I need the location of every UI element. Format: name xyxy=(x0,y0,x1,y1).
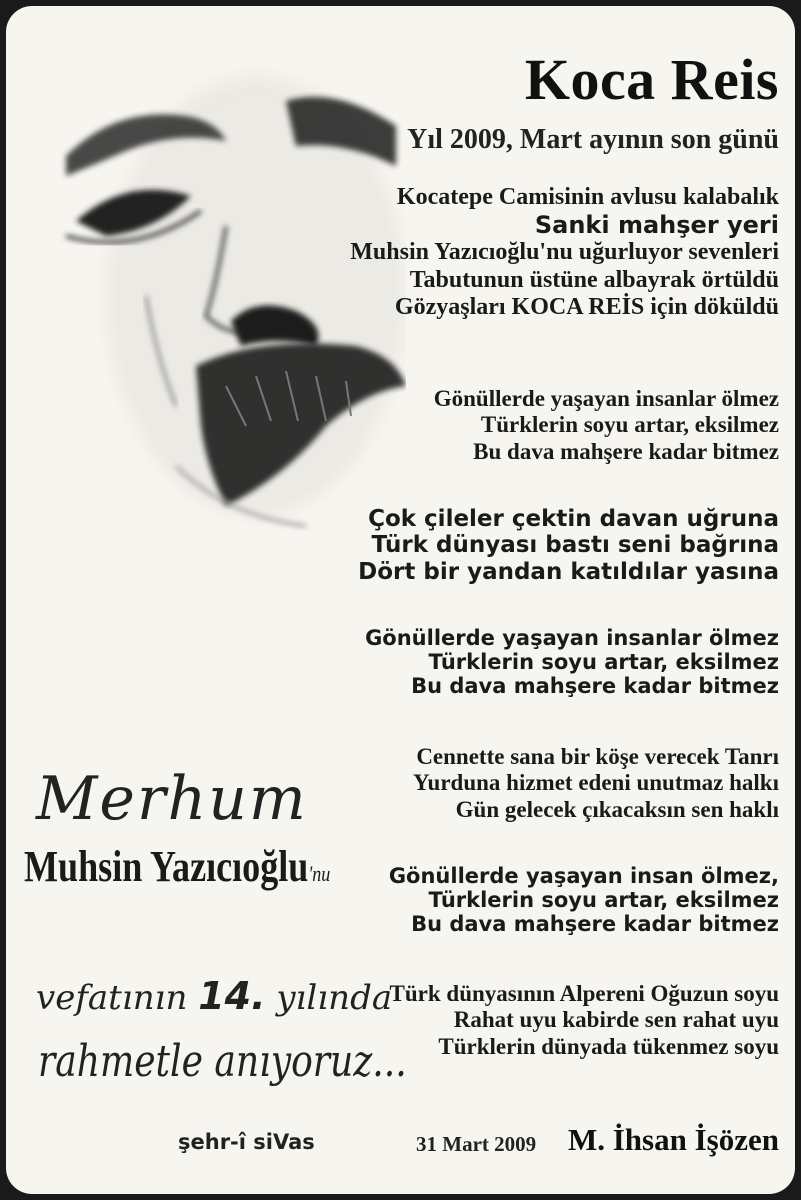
verse-line: Türklerin soyu artar, eksilmez xyxy=(428,888,779,913)
verse-line: Bu dava mahşere kadar bitmez xyxy=(411,912,779,937)
stanza-3 xyxy=(358,506,779,585)
verse-line: Gönüllerde yaşayan insanlar ölmez xyxy=(433,386,779,411)
portrait-sketch xyxy=(26,46,406,546)
poem-author: M. İhsan İşözen xyxy=(567,1122,779,1157)
verse-line: Cennette sana bir köşe verecek Tanrı xyxy=(416,744,779,769)
anniversary-number: 14. xyxy=(198,974,266,1018)
verse-line: Türk dünyasının Alpereni Oğuzun soyu xyxy=(389,981,779,1006)
verse-line: Gönüllerde yaşayan insanlar ölmez xyxy=(365,626,779,650)
merhum-heading: Merhum xyxy=(36,764,308,834)
stanza-7 xyxy=(390,981,779,1060)
vefat-post: yılında xyxy=(276,978,393,1018)
verse-line: Muhsin Yazıcıoğlu'nu uğurluyor sevenleri xyxy=(350,239,779,266)
poem-date: 31 Mart 2009 xyxy=(416,1132,537,1156)
verse-line: Türklerin dünyada tükenmez soyu xyxy=(438,1033,779,1059)
poem-title: Koca Reis xyxy=(524,47,779,112)
vefat-pre: vefatının xyxy=(36,978,188,1018)
anniversary-line xyxy=(36,974,392,1018)
stanza-2 xyxy=(434,386,779,465)
verse-line: Gün gelecek çıkacaksın sen haklı xyxy=(455,796,779,822)
memorial-poster xyxy=(6,6,795,1194)
stanza-5 xyxy=(413,744,779,823)
poem-subtitle: Yıl 2009, Mart ayının son günü xyxy=(407,124,779,155)
verse-line: Sanki mahşer yeri xyxy=(534,210,779,239)
verse-line: Bu dava mahşere kadar bitmez xyxy=(473,438,779,464)
verse-line: Yurduna hizmet edeni unutmaz halkı xyxy=(413,770,779,796)
verse-line: Türklerin soyu artar, eksilmez xyxy=(428,650,779,675)
stanza-4 xyxy=(365,626,779,698)
verse-line: Rahat uyu kabirde sen rahat uyu xyxy=(453,1007,779,1033)
deceased-name-text: Muhsin Yazıcıoğlu xyxy=(24,842,309,891)
remembrance-line: rahmetle anıyoruz... xyxy=(38,1036,407,1087)
verse-line: Gönüllerde yaşayan insan ölmez, xyxy=(388,864,779,888)
name-suffix: 'nu xyxy=(308,861,331,886)
verse-line: Türklerin soyu artar, eksilmez xyxy=(480,412,779,438)
verse-line: Dört bir yandan katıldılar yasına xyxy=(358,558,779,585)
verse-line: Kocatepe Camisinin avlusu kalabalık xyxy=(396,184,779,210)
verse-line: Çok çileler çektin davan uğruna xyxy=(368,506,779,532)
verse-line: Bu dava mahşere kadar bitmez xyxy=(411,674,779,699)
city-signature: şehr-î siVas xyxy=(178,1130,315,1154)
deceased-name xyxy=(24,841,330,892)
verse-line: Gözyaşları KOCA REİS için döküldü xyxy=(394,294,779,321)
stanza-6 xyxy=(389,864,779,936)
verse-line: Türk dünyası bastı seni bağrına xyxy=(371,532,779,559)
verse-line: Tabutunun üstüne albayrak örtüldü xyxy=(409,266,779,293)
stanza-1 xyxy=(350,184,779,322)
